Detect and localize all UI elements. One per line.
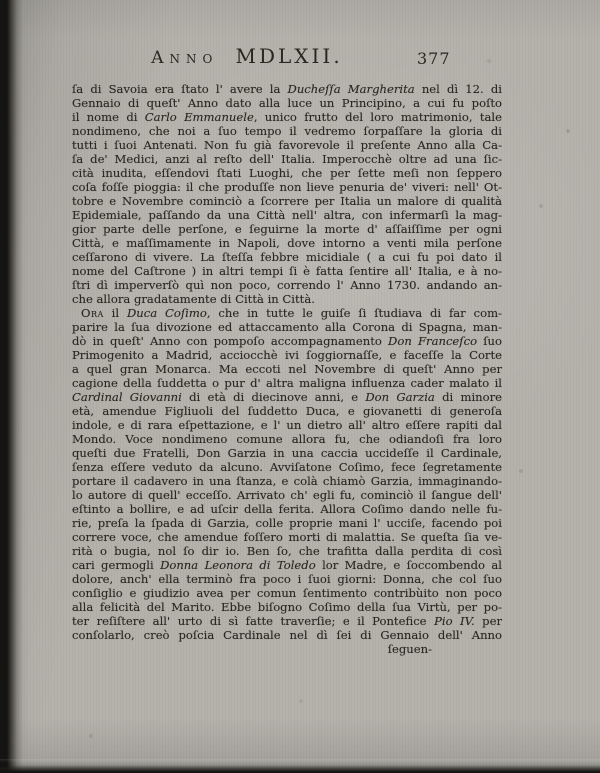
text-line (72, 362, 502, 376)
body-text: Gennaio di queſt' Anno dato alla luce un Principino, a cui fu poſto (72, 96, 502, 110)
body-text: dò in queſt' Anno con pompoſo accompagnamento (72, 334, 389, 348)
body-text: gior parte delle perſone, e ſeguirne la morte d' aſſaiſſime per ogni (72, 222, 502, 236)
italic-text: Don Garzia (365, 390, 435, 404)
text-line (72, 152, 502, 166)
italic-text: Don Franceſco (388, 334, 478, 348)
text-line (72, 572, 502, 586)
text-line (72, 600, 502, 614)
text-line (72, 194, 502, 208)
small-caps-text: Ora (81, 306, 104, 320)
body-text: coſa foſſe pioggia: il che produſſe non lieve penuria de' viveri: nell' Ot- (72, 180, 502, 194)
body-text: per (474, 614, 503, 628)
body-text: ceſſarono di vivere. La ſteſſa febbre micidiale ( a cui fu poi dato il (72, 250, 502, 264)
body-text: ſenza eſſere veduto da alcuno. Avviſatone Coſimo, fece ſegretamente (72, 460, 502, 474)
italic-text: Duca Coſimo (126, 306, 207, 320)
italic-text: Cardinal Giovanni (72, 390, 182, 404)
body-text: parire la ſua divozione ed attaccamento alla Corona di Spagna, man- (72, 320, 502, 334)
body-text: nome del Caſtrone ) in altri tempi ſi è fatta ſentire all' Italia, e à no- (72, 264, 502, 278)
body-text: ſa de' Medici, anzi al reſto dell' Italia. Imperocchè oltre ad una ſic- (72, 152, 502, 166)
text-line (72, 558, 502, 572)
body-text: cagione della ſuddetta o pur d' altra maligna influenza cader malato il (72, 376, 502, 390)
body-text: correre voce, che amendue foſſero morti di malattia. Se queſta ſia ve- (72, 530, 502, 544)
text-line (72, 278, 502, 292)
body-text: eſtinto a bollire, e ad uſcir della ferita. Allora Coſimo dando nelle fu- (72, 502, 502, 516)
text-line (72, 614, 502, 628)
body-text: nel dì 12. di (414, 82, 502, 96)
text-block (72, 82, 502, 642)
text-line (72, 96, 502, 110)
text-line (72, 474, 502, 488)
running-title-numeral: MDLXII. (235, 44, 343, 68)
text-line (72, 348, 502, 362)
body-text: lor Madre, e ſoccombendo al (315, 558, 502, 572)
body-text: età, amendue Figliuoli del ſuddetto Duca, e giovanetti di generoſa (72, 404, 502, 418)
body-text: portare il cadavero in una ſtanza, e colà chiamò Garzia, immaginando- (72, 474, 502, 488)
body-text: Mondo. Voce nondimeno comune allora fu, che odiandoſi fra loro (72, 432, 502, 446)
body-text: Città, e maſſimamente in Napoli, dove intorno a venti mila perſone (72, 236, 502, 250)
body-text: a quel gran Monarca. Ma eccoti nel Novembre di queſt' Anno per (72, 362, 502, 376)
body-text: Epidemiale, paſſando da una Città nell' altra, con infermarſi la mag- (72, 208, 502, 222)
text-line (72, 432, 502, 446)
text-line (72, 404, 502, 418)
body-text: indole, e di rara eſpettazione, e l' un dietro all' altro eſſere rapiti dal (72, 418, 502, 432)
text-line (72, 628, 502, 642)
body-text: tutti i ſuoi Antenati. Non fu già favorevole il preſente Anno alla Ca- (72, 138, 502, 152)
text-line (72, 222, 502, 236)
text-line (72, 516, 502, 530)
body-text: conſiglio e giudizio avea per comun ſentimento contribùito non poco (72, 586, 502, 600)
text-line (72, 236, 502, 250)
text-line (72, 488, 502, 502)
text-line (72, 264, 502, 278)
catchword: ſeguen- (387, 642, 432, 656)
text-line (72, 502, 502, 516)
body-text: , unico frutto del loro matrimonio, tale (253, 110, 502, 124)
text-line (72, 82, 502, 96)
text-line (72, 292, 502, 306)
body-text: ſtri dì imperverſò quì non poco, correndo l' Anno 1730. andando an- (72, 278, 502, 292)
page-bottom-edge (0, 759, 600, 773)
text-line (72, 306, 502, 320)
body-text: lo autore di quell' ecceſſo. Arrivato ch' egli fu, cominciò il ſangue dell' (72, 488, 502, 502)
text-line (72, 376, 502, 390)
body-text: ſuo (477, 334, 502, 348)
body-text: queſti due Fratelli, Don Garzia in una caccia uccideſſe il Cardinale, (72, 446, 502, 460)
running-title-word: Anno (151, 48, 219, 68)
italic-text: Pio IV. (434, 614, 475, 628)
text-line (72, 250, 502, 264)
text-line (72, 460, 502, 474)
page-number: 377 (417, 49, 451, 68)
text-line (72, 138, 502, 152)
italic-text: Ducheſſa Margherita (287, 82, 415, 96)
text-line (72, 124, 502, 138)
body-text: tobre e Novembre cominciò a ſcorrere per Italia un malore di qualità (72, 194, 502, 208)
text-line (72, 166, 502, 180)
book-gutter-shadow (0, 0, 30, 773)
body-text: di età di diecinove anni, e (181, 390, 366, 404)
text-line (72, 390, 502, 404)
text-line (72, 208, 502, 222)
text-line (72, 334, 502, 348)
running-header (0, 44, 600, 74)
body-text: ſa di Savoia era ſtato l' avere la (72, 82, 288, 96)
body-text: cità inudita, eſſendovi ſtati Luoghi, che per ſette meſi non ſeppero (72, 166, 502, 180)
text-line (72, 110, 502, 124)
body-text: di minore (434, 390, 502, 404)
text-line (72, 418, 502, 432)
text-line (72, 530, 502, 544)
italic-text: Donna Leonora di Toledo (160, 558, 316, 572)
body-text: rità o bugia, nol ſo dir io. Ben ſo, che trafitta dalla perdita di così (72, 544, 502, 558)
text-line (72, 446, 502, 460)
body-text: ter reſiſtere all' urto di sì fatte traverſie; e il Pontefice (72, 614, 435, 628)
paper-foxing-specks (0, 0, 2, 2)
body-text: alla felicità del Marito. Ebbe biſogno Coſimo della ſua Virtù, per po- (72, 600, 502, 614)
text-line (72, 586, 502, 600)
text-line (72, 320, 502, 334)
running-title (72, 44, 422, 68)
body-text: che allora gradatamente di Città in Città. (72, 292, 315, 306)
body-text: , che in tutte le guiſe ſi ſtudiava di far com- (206, 306, 502, 320)
body-text: rie, preſa la ſpada di Garzia, colle proprie mani l' ucciſe, facendo poi (72, 516, 502, 530)
italic-text: Carlo Emmanuele (144, 110, 254, 124)
body-text: cari germogli (72, 558, 161, 572)
body-text: Primogenito a Madrid, acciocchè ivi ſoggiornaſſe, e faceſſe la Corte (72, 348, 502, 362)
body-text: nondimeno, che noi a ſuo tempo il vedremo ſorpaſſare la gloria di (72, 124, 502, 138)
text-line (72, 544, 502, 558)
text-line (72, 180, 502, 194)
body-text: il nome di (72, 110, 145, 124)
body-text: il (103, 306, 127, 320)
body-text: conſolarlo, creò poſcia Cardinale nel dì ſei di Gennaio dell' Anno (72, 628, 502, 642)
body-text: dolore, anch' ella terminò fra poco i ſuoi giorni: Donna, che col ſuo (72, 572, 502, 586)
